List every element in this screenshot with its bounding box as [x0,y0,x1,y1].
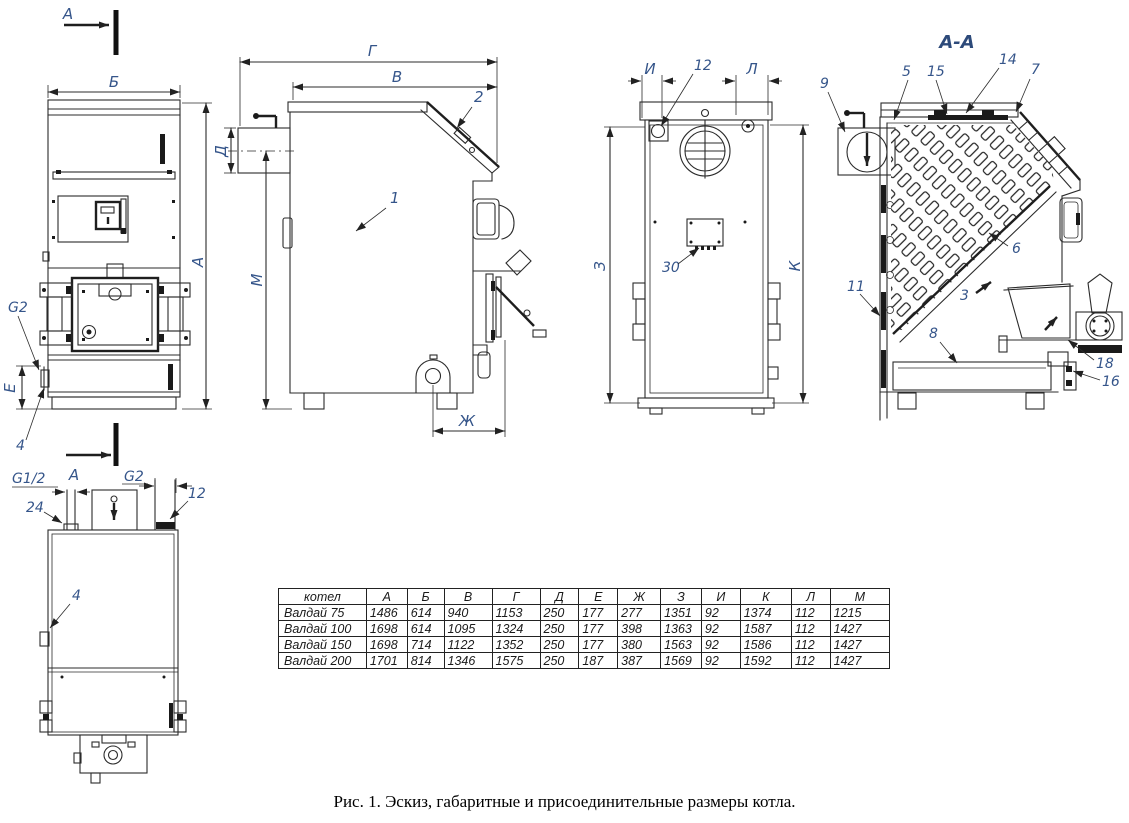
rear-bracket-left [633,283,645,340]
table-header-cell: М [830,589,889,605]
upper-door-handle [160,134,165,164]
chimney-box-top [92,490,137,530]
figure-caption: Рис. 1. Эскиз, габаритные и присоединительные размеры котла. [333,792,796,811]
ash-mechanism [473,250,546,378]
dim-b-label: Б [108,73,120,91]
table-header-cell: Л [791,589,830,605]
value-cell: 1122 [444,637,492,653]
loading-door-slope [427,102,499,167]
g12-label: G1/2 [12,471,46,487]
dim-d-label: Д [212,145,230,157]
top-view [12,469,206,783]
value-cell: 1586 [740,637,791,653]
section-arrow-label-top: А [62,5,74,23]
value-cell: 1592 [740,653,791,669]
value-cell: 177 [579,605,618,621]
dim-g-label: Г [367,42,377,60]
table-header-cell: Б [407,589,444,605]
section-plane-mark-bottom [66,423,116,484]
value-cell: 1701 [366,653,407,669]
model-cell: Валдай 75 [279,605,367,621]
pos8-label: 8 [929,326,938,342]
table-header-cell: И [701,589,740,605]
value-cell: 1346 [444,653,492,669]
value-cell: 112 [791,653,830,669]
safety-valve-pipe [64,490,78,530]
pos3-label: 3 [960,288,969,304]
dimension-table [278,588,890,669]
value-cell: 714 [407,637,444,653]
bottom-attachment [74,735,147,783]
value-cell: 940 [444,605,492,621]
pos16-label: 16 [1102,374,1120,390]
pos9-label: 9 [820,76,829,92]
table-header-cell: Ж [618,589,661,605]
front-view [1,73,212,454]
pos7-label: 7 [1031,62,1040,78]
table-row [279,621,890,637]
value-cell: 1363 [661,621,702,637]
value-cell: 614 [407,621,444,637]
value-cell: 177 [579,637,618,653]
table-header-cell: А [366,589,407,605]
value-cell: 387 [618,653,661,669]
g2-label: G2 [8,300,28,316]
pos24-label: 24 [26,500,44,516]
value-cell: 92 [701,621,740,637]
pos4-label-front: 4 [16,438,25,454]
outlet-pipe [155,480,175,530]
pos5-label: 5 [902,64,911,80]
value-cell: 112 [791,605,830,621]
value-cell: 1095 [444,621,492,637]
dim-e-label: Е [1,383,19,393]
table-row [279,605,890,621]
value-cell: 1698 [366,621,407,637]
value-cell: 92 [701,605,740,621]
table-header-cell: котел [279,589,367,605]
dim-a-label: А [189,256,207,268]
model-cell: Валдай 150 [279,637,367,653]
table-header-cell: Е [579,589,618,605]
pos12-label-top: 12 [188,486,206,502]
lower-door [72,264,158,351]
dim-l-label: Л [746,60,758,78]
value-cell: 112 [791,637,830,653]
pos18-label: 18 [1096,356,1114,372]
section-plane-mark-top [62,5,116,55]
g2-label-top: G2 [124,469,144,485]
value-cell: 1324 [492,621,540,637]
value-cell: 250 [540,637,579,653]
value-cell: 250 [540,621,579,637]
value-cell: 398 [618,621,661,637]
value-cell: 1352 [492,637,540,653]
table-header-row [279,589,890,605]
dim-i-label: И [644,60,656,78]
fuel-hopper [999,284,1080,352]
model-cell: Валдай 100 [279,621,367,637]
value-cell: 1486 [366,605,407,621]
value-cell: 814 [407,653,444,669]
value-cell: 1153 [492,605,540,621]
pos4-label-top: 4 [72,588,81,604]
dim-v-label: В [391,68,403,86]
pos12-label-rear: 12 [694,58,712,74]
table-header-cell: В [444,589,492,605]
pos1-label: 1 [390,189,400,207]
dim-k-label: К [786,260,804,272]
section-title: А-А [939,32,975,53]
pos30-label: 30 [662,260,680,276]
side-view [212,42,546,437]
chimney-stub [228,113,298,173]
value-cell: 380 [618,637,661,653]
dim-z-label: З [591,261,609,271]
value-cell: 1374 [740,605,791,621]
ash-pan [893,362,1051,390]
pos2-label: 2 [474,88,484,106]
value-cell: 92 [701,637,740,653]
value-cell: 1569 [661,653,702,669]
value-cell: 1563 [661,637,702,653]
top-lid [288,102,427,112]
value-cell: 1575 [492,653,540,669]
value-cell: 250 [540,653,579,669]
dim-zh-label: Ж [458,412,476,430]
value-cell: 1427 [830,653,889,669]
value-cell: 250 [540,605,579,621]
table-header-cell: К [740,589,791,605]
value-cell: 614 [407,605,444,621]
table-header-cell: Д [540,589,579,605]
value-cell: 112 [791,621,830,637]
pos11-label: 11 [847,279,865,295]
model-cell: Валдай 200 [279,653,367,669]
rear-view [591,58,809,414]
value-cell: 1698 [366,637,407,653]
value-cell: 1587 [740,621,791,637]
value-cell: 187 [579,653,618,669]
table-row [279,637,890,653]
section-view [820,32,1122,420]
table-header-cell: З [661,589,702,605]
table-header-cell: Г [492,589,540,605]
side-control-box [473,199,514,239]
burner-fan [1076,274,1122,353]
table-row [279,653,890,669]
pos6-label: 6 [1012,241,1021,257]
section-arrow-label-bottom: А [68,466,80,484]
value-cell: 92 [701,653,740,669]
dim-m-label: М [248,273,266,287]
value-cell: 177 [579,621,618,637]
pos15-label: 15 [927,64,945,80]
value-cell: 277 [618,605,661,621]
value-cell: 1215 [830,605,889,621]
pos14-label: 14 [999,52,1017,68]
value-cell: 1351 [661,605,702,621]
dimension-table-body [279,605,890,669]
rear-bracket-right [768,283,780,340]
value-cell: 1427 [830,621,889,637]
value-cell: 1427 [830,637,889,653]
